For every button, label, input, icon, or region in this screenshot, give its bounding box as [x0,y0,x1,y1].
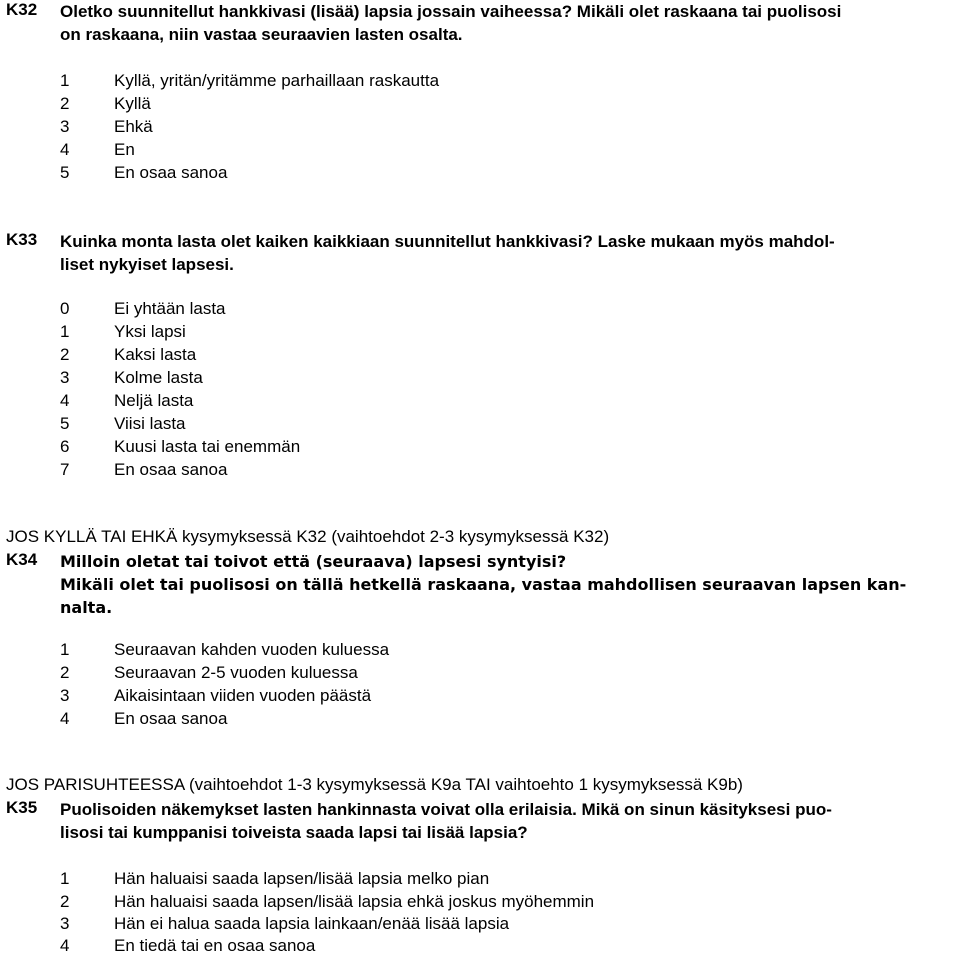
option-code: 3 [60,914,70,933]
option-code: 2 [60,94,70,113]
option-code: 2 [60,345,70,364]
question-line: Oletko suunnitellut hankkivasi (lisää) lapsia jossain vaiheessa? Mikäli olet raskaana tai puolisosi [60,2,842,21]
option-label: Viisi lasta [114,414,186,433]
option-code: 3 [60,368,70,387]
option-label: Kyllä [114,94,151,113]
question-line: Kuinka monta lasta olet kaiken kaikkiaan suunnitellut hankkivasi? Laske mukaan myös mahdol- [60,232,835,251]
option-label: Kolme lasta [114,368,203,387]
option-code: 1 [60,869,70,888]
option-k34-1[interactable] [60,638,389,661]
option-code: 4 [60,140,70,159]
option-k32-4[interactable] [60,138,135,161]
option-k34-2[interactable] [60,661,358,684]
option-label: En [114,140,135,159]
condition-k35: JOS PARISUHTEESSA (vaihtoehdot 1-3 kysymyksessä K9a TAI vaihtoehto 1 kysymyksessä K9b) [6,775,743,794]
option-k33-5[interactable] [60,412,186,435]
question-number-k35: K35 [6,798,38,817]
option-k32-2[interactable] [60,92,151,115]
option-k35-1[interactable] [60,867,489,890]
question-line: Mikäli olet tai puolisosi on tällä hetkellä raskaana, vastaa mahdollisen seuraavan lapsen kan- [60,575,907,594]
option-k32-5[interactable] [60,161,227,184]
option-label: Yksi lapsi [114,322,186,341]
question-line: on raskaana, niin vastaa seuraavien lasten osalta. [60,25,463,44]
option-code: 2 [60,892,70,911]
option-code: 4 [60,709,70,728]
question-line: nalta. [60,598,113,617]
option-label: Hän haluaisi saada lapsen/lisää lapsia melko pian [114,869,490,888]
option-k33-0[interactable] [60,297,226,320]
option-k33-6[interactable] [60,435,300,458]
option-label: Ehkä [114,117,153,136]
option-code: 6 [60,437,70,456]
option-code: 3 [60,117,70,136]
option-k33-2[interactable] [60,343,196,366]
option-label: Seuraavan 2-5 vuoden kuluessa [114,663,358,682]
option-label: Kuusi lasta tai enemmän [114,437,301,456]
option-label: Neljä lasta [114,391,194,410]
option-code: 1 [60,640,70,659]
option-code: 3 [60,686,70,705]
option-label: Kaksi lasta [114,345,197,364]
option-code: 7 [60,460,70,479]
question-line: liset nykyiset lapsesi. [60,255,234,274]
question-text-k32 [60,0,952,46]
option-k32-3[interactable] [60,115,153,138]
question-number-k34: K34 [6,550,38,569]
option-label: En osaa sanoa [114,709,228,728]
question-line: lisosi tai kumppanisi toiveista saada lapsi tai lisää lapsia? [60,823,528,842]
option-label: Hän haluaisi saada lapsen/lisää lapsia ehkä joskus myöhemmin [114,892,595,911]
question-line: Puolisoiden näkemykset lasten hankinnasta voivat olla erilaisia. Mikä on sinun käsityksesi puo- [60,800,832,819]
question-text-k33 [60,230,952,276]
option-label: Seuraavan kahden vuoden kuluessa [114,640,390,659]
option-k35-4[interactable] [60,934,315,957]
option-label: Aikaisintaan viiden vuoden päästä [114,686,372,705]
option-code: 5 [60,163,70,182]
option-k33-3[interactable] [60,366,203,389]
option-label: Ei yhtään lasta [114,299,226,318]
option-k34-4[interactable] [60,707,227,730]
option-code: 2 [60,663,70,682]
option-code: 4 [60,391,70,410]
option-k35-3[interactable] [60,912,509,935]
question-number-k33: K33 [6,230,38,249]
option-label: En osaa sanoa [114,460,228,479]
option-code: 4 [60,936,70,955]
option-k35-2[interactable] [60,890,594,913]
question-number-k32: K32 [6,0,38,19]
question-line: Milloin oletat tai toivot että (seuraava) lapsesi syntyisi? [60,552,567,571]
option-code: 1 [60,322,70,341]
condition-k34: JOS KYLLÄ TAI EHKÄ kysymyksessä K32 (vaihtoehdot 2-3 kysymyksessä K32) [6,527,610,546]
option-label: En tiedä tai en osaa sanoa [114,936,316,955]
option-code: 1 [60,71,70,90]
option-k34-3[interactable] [60,684,371,707]
option-label: En osaa sanoa [114,163,228,182]
option-code: 0 [60,299,70,318]
option-label: Kyllä, yritän/yritämme parhaillaan raskautta [114,71,440,90]
question-text-k35 [60,798,952,844]
option-k33-4[interactable] [60,389,193,412]
question-text-k34 [60,550,952,619]
option-label: Hän ei halua saada lapsia lainkaan/enää lisää lapsia [114,914,510,933]
option-code: 5 [60,414,70,433]
option-k32-1[interactable] [60,69,439,92]
option-k33-7[interactable] [60,458,227,481]
option-k33-1[interactable] [60,320,186,343]
